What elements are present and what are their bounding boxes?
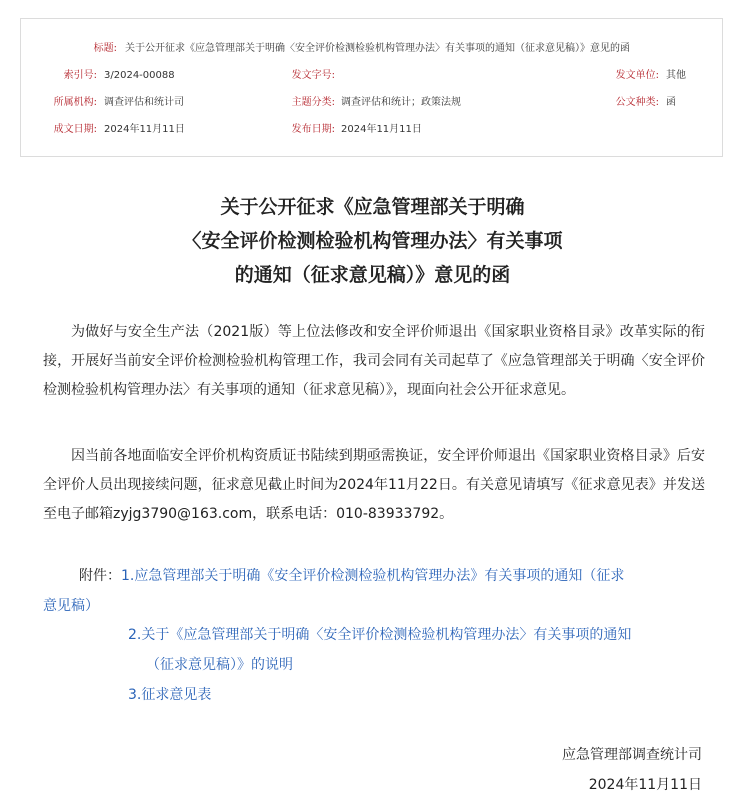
document-title-line-1: 关于公开征求《应急管理部关于明确 xyxy=(220,196,525,218)
meta-docno-label: 发文字号: xyxy=(291,70,335,81)
meta-org-label: 所属机构: xyxy=(53,97,97,108)
meta-org-value: 调查评估和统计司 xyxy=(104,97,184,108)
attachment-link-2[interactable]: 2.关于《应急管理部关于明确〈安全评价检测检验机构管理办法〉有关事项的通知 xyxy=(128,627,632,643)
meta-created-label: 成文日期: xyxy=(53,124,97,135)
signature-org: 应急管理部调查统计司 xyxy=(562,747,702,763)
meta-type-value: 函 xyxy=(666,97,676,108)
attachment-item-2 xyxy=(128,620,631,650)
document-title xyxy=(0,190,745,292)
meta-title-value: 关于公开征求《应急管理部关于明确〈安全评价检测检验机构管理办法〉有关事项的通知（征求意见稿）》意见的函 xyxy=(125,43,630,54)
meta-row-3 xyxy=(21,96,722,110)
meta-published-value: 2024年11月11日 xyxy=(341,124,422,135)
document-title-line-3: 的通知（征求意见稿）》意见的函 xyxy=(234,264,511,286)
attachment-link-1-cont[interactable]: 意见稿） xyxy=(43,598,99,614)
attachment-item-1 xyxy=(79,561,624,591)
meta-index-value: 3/2024-00088 xyxy=(104,70,175,81)
document-metadata-box xyxy=(20,18,723,157)
meta-title-label: 标题: xyxy=(93,43,117,54)
meta-type-label: 公文种类: xyxy=(615,97,659,108)
attachment-link-2-cont[interactable]: （征求意见稿）》的说明 xyxy=(146,657,293,673)
body-paragraph-1: 为做好与安全生产法（2021版）等上位法修改和安全评价师退出《国家职业资格目录》改革实际的衔接，开展好当前安全评价检测检验机构管理工作，我司会同有关司起草了《应急管理部关于明确〈安全评价检测检验机构管理办法〉有关事项的通知（征求意见稿）》，现面向社会公开征求意见。 xyxy=(43,324,705,398)
meta-index-label: 索引号: xyxy=(63,70,97,81)
meta-row-4 xyxy=(21,123,722,137)
attachment-item-3 xyxy=(128,680,211,710)
attachment-item-2-cont xyxy=(146,650,293,680)
meta-row-2 xyxy=(21,69,722,83)
meta-topic-label: 主题分类: xyxy=(291,97,335,108)
meta-row-title xyxy=(21,42,722,56)
body-paragraph-2: 因当前各地面临安全评价机构资质证书陆续到期亟需换证，安全评价师退出《国家职业资格目录》后安全评价人员出现接续问题，征求意见截止时间为2024年11月22日。有关意见请填写《征求意见表》并发送至电子邮箱zyjg3790@163.com，联系电话：010-83933792。 xyxy=(43,448,705,522)
meta-issuer-value: 其他 xyxy=(666,70,686,81)
meta-issuer-label: 发文单位: xyxy=(615,70,659,81)
attachment-item-1-cont xyxy=(43,591,99,621)
attachments-label: 附件： xyxy=(79,568,121,584)
meta-topic-value: 调查评估和统计；政策法规 xyxy=(341,97,461,108)
attachment-link-3[interactable]: 3.征求意见表 xyxy=(128,687,212,703)
meta-published-label: 发布日期: xyxy=(291,124,335,135)
document-title-line-2: 〈安全评价检测检验机构管理办法〉有关事项 xyxy=(182,230,563,252)
meta-created-value: 2024年11月11日 xyxy=(104,124,185,135)
attachment-link-1[interactable]: 1.应急管理部关于明确《安全评价检测检验机构管理办法》有关事项的通知（征求 xyxy=(121,568,625,584)
signature-date: 2024年11月11日 xyxy=(588,777,702,793)
